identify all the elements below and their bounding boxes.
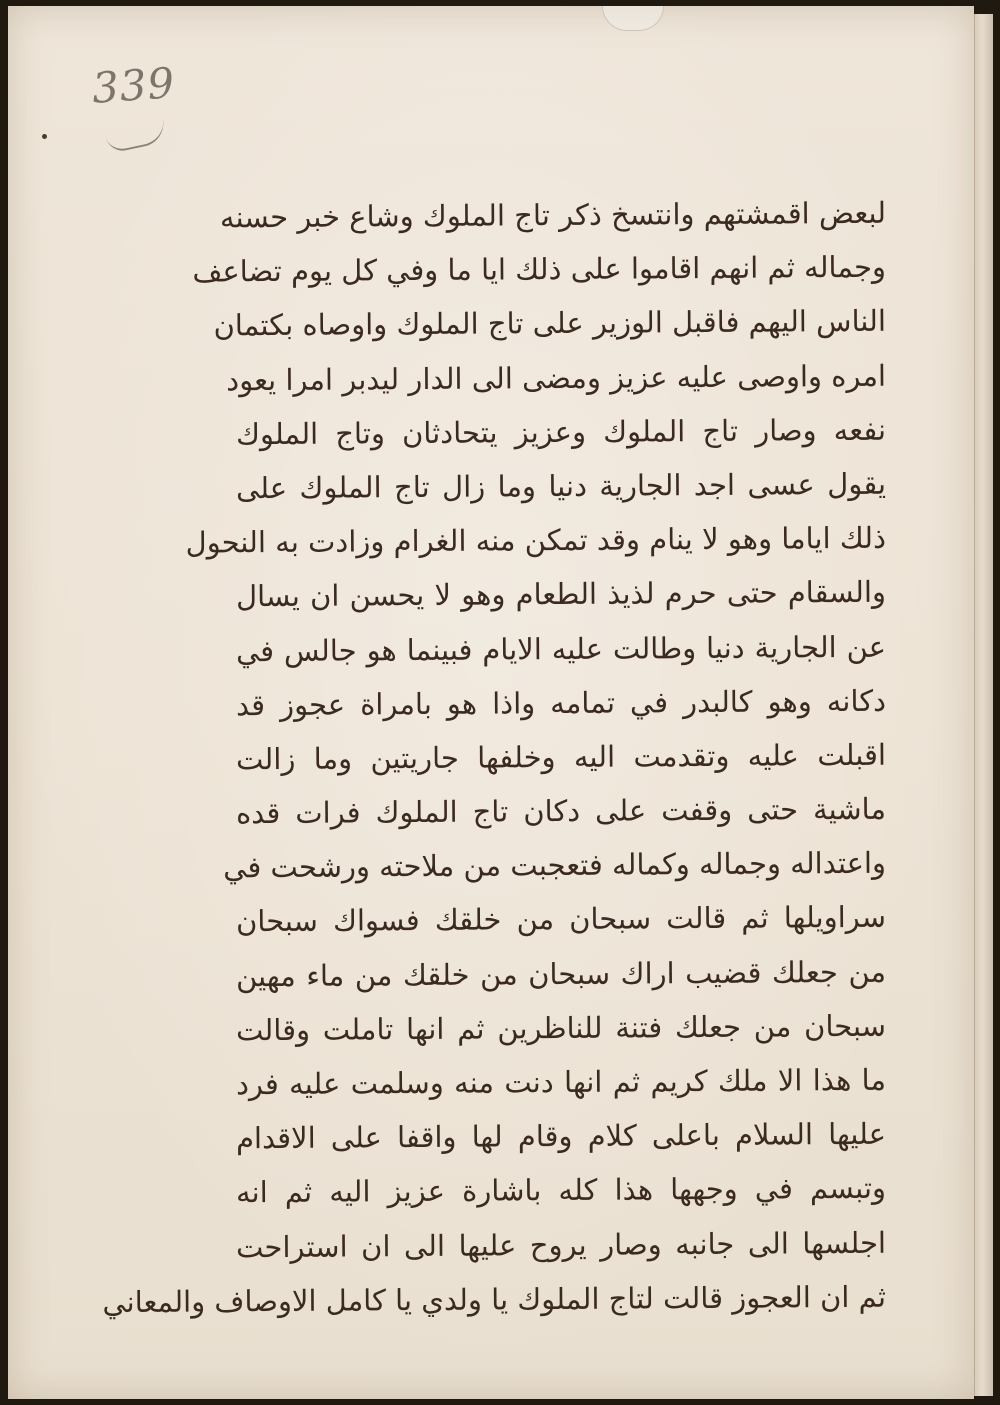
- manuscript-text-block: [102, 188, 887, 1319]
- text-line: اجلسها الى جانبه وصار يروح عليها الى ان استراحت: [235, 1225, 887, 1264]
- text-line: ذلك اياما وهو لا ينام وقد تمكن منه الغرام وزادت به النحول: [185, 520, 887, 560]
- binding-clip-mark: [602, 6, 664, 31]
- text-line: سبحان من جعلك فتنة للناظرين ثم انها تاملت وقالت: [235, 1008, 887, 1048]
- manuscript-page: [8, 6, 974, 1399]
- text-line: لبعض اقمشتهم وانتسخ ذكر تاج الملوك وشاع خبر حسنه: [219, 195, 887, 235]
- text-line: نفعه وصار تاج الملوك وعزيز يتحادثان وتاج الملوك: [235, 412, 887, 452]
- text-line: عليها السلام باعلى كلام وقام لها واقفا على الاقدام: [235, 1116, 887, 1156]
- text-line: ما هذا الا ملك كريم ثم انها دنت منه وسلمت عليه فرد: [235, 1062, 887, 1102]
- text-line: سراويلها ثم قالت سبحان من خلقك فسواك سبحان: [235, 900, 887, 939]
- text-line: يقول عسى اجد الجارية دنيا وما زال تاج الملوك على: [235, 466, 887, 506]
- text-line: اقبلت عليه وتقدمت اليه وخلفها جاريتين وما زالت: [235, 737, 887, 777]
- text-line: عن الجارية دنيا وطالت عليه الايام فبينما هو جالس في: [235, 629, 887, 668]
- text-line: ماشية حتى وقفت على دكان تاج الملوك فرات قده: [235, 791, 887, 831]
- folio-underline: [104, 118, 168, 154]
- text-line: واعتداله وجماله وكماله فتعجبت من ملاحته ورشحت في: [223, 845, 887, 885]
- text-line: امره واوصى عليه عزيز ومضى الى الدار ليدبر امرا يعود: [226, 358, 887, 397]
- text-line: والسقام حتى حرم لذيذ الطعام وهو لا يحسن ان يسال: [235, 575, 887, 614]
- text-line: ثم ان العجوز قالت لتاج الملوك يا ولدي يا كامل الاوصاف والمعاني: [102, 1279, 887, 1319]
- text-line: من جعلك قضيب اراك سبحان من خلقك من ماء مهين: [235, 954, 887, 993]
- text-line: وجماله ثم انهم اقاموا على ذلك ايا ما وفي كل يوم تضاعف: [192, 249, 887, 289]
- next-page-edge: [974, 14, 993, 1396]
- text-line: الناس اليهم فاقبل الوزير على تاج الملوك واوصاه بكتمان: [213, 304, 887, 343]
- folio-number: 339: [90, 58, 177, 113]
- text-line: وتبسم في وجهها هذا كله باشارة عزيز اليه ثم انه: [235, 1171, 887, 1210]
- text-line: دكانه وهو كالبدر في تمامه واذا هو بامراة عجوز قد: [235, 683, 887, 722]
- ink-dot: [42, 134, 47, 139]
